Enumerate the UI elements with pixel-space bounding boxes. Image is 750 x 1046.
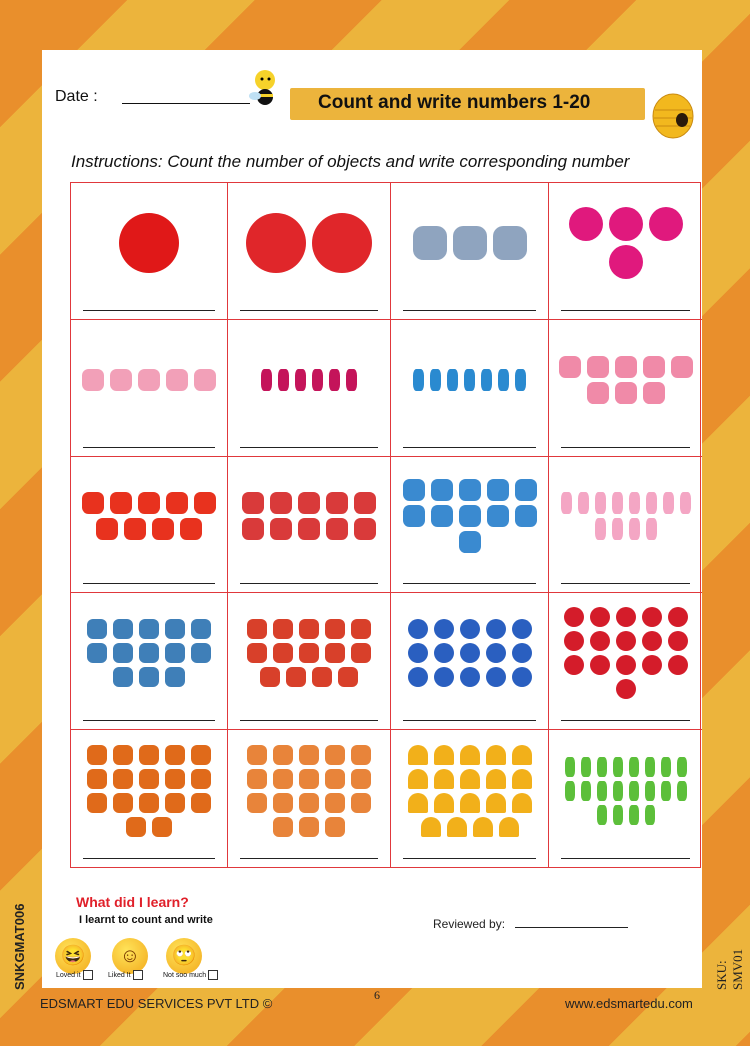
object-group	[557, 330, 694, 430]
object-group	[79, 603, 219, 703]
toy-duck-icon	[87, 643, 107, 663]
sku: SKU: SMV01	[714, 948, 745, 990]
object-group	[79, 467, 219, 567]
instructions: Instructions: Count the number of objects and write corresponding number	[71, 152, 630, 171]
count-cell	[549, 320, 702, 457]
flamingo-icon	[82, 369, 104, 391]
candle-icon	[597, 781, 607, 801]
candle-icon	[597, 805, 607, 825]
count-cell	[71, 593, 228, 730]
cat-icon	[299, 769, 319, 789]
balloon-icon	[609, 207, 643, 241]
rocking-horse-icon	[165, 769, 185, 789]
object-group	[557, 603, 694, 703]
sailboat-icon	[298, 518, 320, 540]
answer-line[interactable]	[83, 447, 215, 448]
baby-bottle-icon	[595, 492, 606, 514]
strawberry-icon	[668, 607, 688, 627]
airplane-icon	[493, 226, 527, 260]
seahorse-icon	[447, 369, 458, 391]
strawberry-icon	[642, 655, 662, 675]
candy-icon	[138, 492, 160, 514]
company-name: EDSMART EDU SERVICES PVT LTD ©	[40, 996, 273, 1011]
toy-car-icon	[459, 479, 481, 501]
object-group	[557, 193, 694, 293]
flamingo-icon	[138, 369, 160, 391]
toy-car-icon	[459, 505, 481, 527]
object-group	[557, 740, 694, 841]
count-cell	[228, 320, 391, 457]
clown-icon	[312, 667, 332, 687]
count-cell	[549, 183, 702, 320]
strawberry-icon	[616, 655, 636, 675]
rocking-horse-icon	[139, 793, 159, 813]
flower-icon	[346, 369, 357, 391]
tomato-icon	[246, 213, 306, 273]
object-group	[236, 740, 382, 841]
cat-icon	[299, 817, 319, 837]
feedback-label: Liked It	[108, 971, 131, 979]
count-cell	[71, 320, 228, 457]
toy-car-icon	[459, 531, 481, 553]
strawberry-icon	[616, 679, 636, 699]
rocking-horse-icon	[87, 745, 107, 765]
count-cell	[391, 320, 549, 457]
flamingo-icon	[194, 369, 216, 391]
clown-icon	[325, 619, 345, 639]
bell-icon	[434, 793, 454, 813]
object-group	[236, 330, 382, 430]
candle-icon	[613, 781, 623, 801]
sailboat-icon	[326, 518, 348, 540]
rocking-horse-icon	[191, 745, 211, 765]
strawberry-icon	[564, 607, 584, 627]
reviewed-by-label: Reviewed by:	[433, 917, 506, 931]
feedback-loved-it[interactable]	[56, 970, 93, 980]
date-label: Date :	[55, 88, 98, 105]
sailboat-icon	[270, 518, 292, 540]
toy-duck-icon	[87, 619, 107, 639]
bell-icon	[486, 793, 506, 813]
flamingo-icon	[110, 369, 132, 391]
cat-icon	[325, 745, 345, 765]
strawberry-icon	[616, 631, 636, 651]
candle-icon	[581, 781, 591, 801]
candle-icon	[645, 757, 655, 777]
clown-icon	[273, 643, 293, 663]
beach-ball-icon	[460, 643, 480, 663]
object-group	[399, 330, 540, 430]
candle-icon	[629, 805, 639, 825]
count-cell	[391, 457, 549, 594]
answer-line[interactable]	[83, 720, 215, 721]
answer-line[interactable]	[240, 858, 378, 859]
baby-bottle-icon	[578, 492, 589, 514]
clown-icon	[351, 619, 371, 639]
butterfly-icon	[587, 382, 609, 404]
answer-line[interactable]	[240, 720, 378, 721]
bell-icon	[460, 769, 480, 789]
clown-icon	[325, 643, 345, 663]
baby-bottle-icon	[646, 492, 657, 514]
count-cell	[71, 183, 228, 320]
toy-duck-icon	[165, 619, 185, 639]
baby-bottle-icon	[663, 492, 674, 514]
rocking-horse-icon	[113, 793, 133, 813]
feedback-not-much[interactable]	[163, 970, 218, 980]
cat-icon	[351, 769, 371, 789]
feedback-liked-it[interactable]	[108, 970, 143, 980]
bell-icon	[408, 769, 428, 789]
date-field[interactable]	[122, 103, 250, 104]
candle-icon	[645, 781, 655, 801]
answer-line[interactable]	[83, 583, 215, 584]
rocking-horse-icon	[191, 769, 211, 789]
beach-ball-icon	[434, 667, 454, 687]
rocking-horse-icon	[139, 769, 159, 789]
count-cell	[228, 457, 391, 594]
bell-icon	[408, 745, 428, 765]
rocking-horse-icon	[113, 769, 133, 789]
count-cell	[391, 730, 549, 867]
toy-car-icon	[431, 505, 453, 527]
answer-line[interactable]	[403, 720, 536, 721]
baby-bottle-icon	[561, 492, 572, 514]
candle-icon	[677, 757, 687, 777]
candle-icon	[661, 757, 671, 777]
baby-bottle-icon	[646, 518, 657, 540]
candy-icon	[152, 518, 174, 540]
baby-bottle-icon	[612, 518, 623, 540]
beach-ball-icon	[460, 667, 480, 687]
butterfly-icon	[559, 356, 581, 378]
feedback-label: Loved it	[56, 971, 81, 979]
answer-line[interactable]	[403, 583, 536, 584]
object-group	[79, 330, 219, 430]
butterfly-icon	[615, 382, 637, 404]
seahorse-icon	[515, 369, 526, 391]
answer-line[interactable]	[561, 858, 690, 859]
flamingo-icon	[166, 369, 188, 391]
candle-icon	[677, 781, 687, 801]
beach-ball-icon	[486, 667, 506, 687]
toy-duck-icon	[113, 619, 133, 639]
toy-duck-icon	[139, 667, 159, 687]
sailboat-icon	[354, 492, 376, 514]
clown-icon	[351, 643, 371, 663]
strawberry-icon	[668, 631, 688, 651]
beach-ball-icon	[434, 643, 454, 663]
cat-icon	[351, 745, 371, 765]
bell-icon	[512, 745, 532, 765]
cat-icon	[273, 793, 293, 813]
toy-duck-icon	[165, 667, 185, 687]
toy-car-icon	[431, 479, 453, 501]
seahorse-icon	[430, 369, 441, 391]
toy-duck-icon	[191, 643, 211, 663]
rocking-horse-icon	[87, 769, 107, 789]
candle-icon	[661, 781, 671, 801]
cat-icon	[325, 793, 345, 813]
bell-icon	[434, 745, 454, 765]
strawberry-icon	[590, 607, 610, 627]
bee-icon	[248, 66, 282, 106]
count-cell	[549, 730, 702, 867]
answer-line[interactable]	[403, 858, 536, 859]
bell-icon	[486, 745, 506, 765]
clown-icon	[286, 667, 306, 687]
baby-bottle-icon	[629, 518, 640, 540]
count-cell	[549, 457, 702, 594]
beach-ball-icon	[486, 619, 506, 639]
count-cell	[71, 730, 228, 867]
clown-icon	[273, 619, 293, 639]
baby-bottle-icon	[612, 492, 623, 514]
bell-icon	[421, 817, 441, 837]
answer-line[interactable]	[561, 447, 690, 448]
clown-icon	[338, 667, 358, 687]
toy-duck-icon	[139, 643, 159, 663]
bell-icon	[408, 793, 428, 813]
page-title: Count and write numbers 1-20	[318, 92, 591, 113]
candy-icon	[96, 518, 118, 540]
object-group	[399, 193, 540, 293]
loved-it-face-icon: 😆	[55, 938, 91, 974]
cat-icon	[247, 793, 267, 813]
cat-icon	[299, 793, 319, 813]
toy-duck-icon	[165, 643, 185, 663]
answer-line[interactable]	[561, 310, 690, 311]
reviewed-by-field[interactable]	[515, 927, 628, 928]
cat-icon	[247, 769, 267, 789]
clown-icon	[260, 667, 280, 687]
baby-bottle-icon	[629, 492, 640, 514]
beach-ball-icon	[512, 667, 532, 687]
liked-it-face-icon: ☺	[112, 938, 148, 974]
rocking-horse-icon	[165, 793, 185, 813]
sailboat-icon	[242, 492, 264, 514]
object-group	[79, 193, 219, 293]
baby-bottle-icon	[595, 518, 606, 540]
feedback-label: Not soo much	[163, 971, 207, 979]
candle-icon	[597, 757, 607, 777]
rocking-horse-icon	[191, 793, 211, 813]
rocking-horse-icon	[113, 745, 133, 765]
cat-icon	[273, 745, 293, 765]
cat-icon	[247, 745, 267, 765]
object-group	[557, 467, 694, 567]
candy-icon	[82, 492, 104, 514]
counting-grid	[70, 182, 701, 868]
beach-ball-icon	[408, 643, 428, 663]
seahorse-icon	[498, 369, 509, 391]
candle-icon	[629, 757, 639, 777]
toy-duck-icon	[113, 643, 133, 663]
bell-icon	[499, 817, 519, 837]
airplane-icon	[453, 226, 487, 260]
butterfly-icon	[643, 356, 665, 378]
bell-icon	[486, 769, 506, 789]
toy-duck-icon	[191, 619, 211, 639]
object-group	[236, 467, 382, 567]
bell-icon	[512, 793, 532, 813]
beach-ball-icon	[408, 619, 428, 639]
clown-icon	[299, 643, 319, 663]
learn-heading: What did I learn?	[76, 894, 189, 910]
object-group	[236, 603, 382, 703]
answer-line[interactable]	[83, 858, 215, 859]
answer-line[interactable]	[561, 583, 690, 584]
cat-icon	[325, 769, 345, 789]
toy-car-icon	[403, 505, 425, 527]
strawberry-icon	[642, 607, 662, 627]
bell-pepper-icon	[119, 213, 179, 273]
sailboat-icon	[298, 492, 320, 514]
candle-icon	[629, 781, 639, 801]
toy-car-icon	[515, 479, 537, 501]
rocking-horse-icon	[165, 745, 185, 765]
sailboat-icon	[354, 518, 376, 540]
bell-icon	[460, 793, 480, 813]
bell-icon	[473, 817, 493, 837]
seahorse-icon	[413, 369, 424, 391]
beehive-icon	[650, 88, 696, 142]
tomato-icon	[312, 213, 372, 273]
object-group	[236, 193, 382, 293]
cat-icon	[273, 817, 293, 837]
product-code: SNKGMAT006	[12, 903, 27, 990]
beach-ball-icon	[408, 667, 428, 687]
flower-icon	[278, 369, 289, 391]
balloon-icon	[569, 207, 603, 241]
sailboat-icon	[270, 492, 292, 514]
candy-icon	[180, 518, 202, 540]
candle-icon	[565, 781, 575, 801]
bell-icon	[460, 745, 480, 765]
sailboat-icon	[326, 492, 348, 514]
toy-car-icon	[515, 505, 537, 527]
count-cell	[228, 593, 391, 730]
bell-icon	[434, 769, 454, 789]
flower-icon	[329, 369, 340, 391]
object-group	[79, 740, 219, 841]
butterfly-icon	[671, 356, 693, 378]
strawberry-icon	[590, 655, 610, 675]
checkbox[interactable]	[208, 970, 218, 980]
bell-icon	[447, 817, 467, 837]
airplane-icon	[413, 226, 447, 260]
baby-bottle-icon	[680, 492, 691, 514]
clown-icon	[247, 619, 267, 639]
clown-icon	[299, 619, 319, 639]
candle-icon	[565, 757, 575, 777]
count-cell	[391, 183, 549, 320]
strawberry-icon	[564, 631, 584, 651]
balloon-icon	[649, 207, 683, 241]
seahorse-icon	[481, 369, 492, 391]
answer-line[interactable]	[240, 447, 378, 448]
balloon-icon	[609, 245, 643, 279]
toy-car-icon	[487, 479, 509, 501]
candy-icon	[124, 518, 146, 540]
seahorse-icon	[464, 369, 475, 391]
flower-icon	[261, 369, 272, 391]
rocking-horse-icon	[139, 745, 159, 765]
object-group	[399, 603, 540, 703]
answer-line[interactable]	[240, 583, 378, 584]
beach-ball-icon	[486, 643, 506, 663]
flower-icon	[312, 369, 323, 391]
answer-line[interactable]	[83, 310, 215, 311]
strawberry-icon	[616, 607, 636, 627]
answer-line[interactable]	[403, 447, 536, 448]
butterfly-icon	[587, 356, 609, 378]
count-cell	[228, 730, 391, 867]
toy-car-icon	[487, 505, 509, 527]
page-number: 6	[374, 988, 380, 1002]
strawberry-icon	[668, 655, 688, 675]
candle-icon	[613, 805, 623, 825]
cat-icon	[273, 769, 293, 789]
bell-icon	[512, 769, 532, 789]
cat-icon	[325, 817, 345, 837]
rocking-horse-icon	[152, 817, 172, 837]
candle-icon	[613, 757, 623, 777]
count-cell	[549, 593, 702, 730]
candle-icon	[645, 805, 655, 825]
beach-ball-icon	[434, 619, 454, 639]
flower-icon	[295, 369, 306, 391]
beach-ball-icon	[512, 619, 532, 639]
not-much-face-icon: 🙄	[166, 938, 202, 974]
checkbox[interactable]	[133, 970, 143, 980]
toy-duck-icon	[139, 619, 159, 639]
clown-icon	[247, 643, 267, 663]
count-cell	[228, 183, 391, 320]
object-group	[399, 740, 540, 841]
rocking-horse-icon	[126, 817, 146, 837]
answer-line[interactable]	[403, 310, 536, 311]
object-group	[399, 467, 540, 567]
toy-duck-icon	[113, 667, 133, 687]
beach-ball-icon	[460, 619, 480, 639]
answer-line[interactable]	[561, 720, 690, 721]
sailboat-icon	[242, 518, 264, 540]
candle-icon	[581, 757, 591, 777]
checkbox[interactable]	[83, 970, 93, 980]
count-cell	[71, 457, 228, 594]
candy-icon	[110, 492, 132, 514]
rocking-horse-icon	[87, 793, 107, 813]
count-cell	[391, 593, 549, 730]
butterfly-icon	[643, 382, 665, 404]
strawberry-icon	[564, 655, 584, 675]
strawberry-icon	[642, 631, 662, 651]
learn-text: I learnt to count and write	[79, 914, 213, 926]
candy-icon	[166, 492, 188, 514]
answer-line[interactable]	[240, 310, 378, 311]
beach-ball-icon	[512, 643, 532, 663]
cat-icon	[299, 745, 319, 765]
website-link[interactable]: www.edsmartedu.com	[565, 996, 693, 1011]
candy-icon	[194, 492, 216, 514]
cat-icon	[351, 793, 371, 813]
strawberry-icon	[590, 631, 610, 651]
butterfly-icon	[615, 356, 637, 378]
toy-car-icon	[403, 479, 425, 501]
